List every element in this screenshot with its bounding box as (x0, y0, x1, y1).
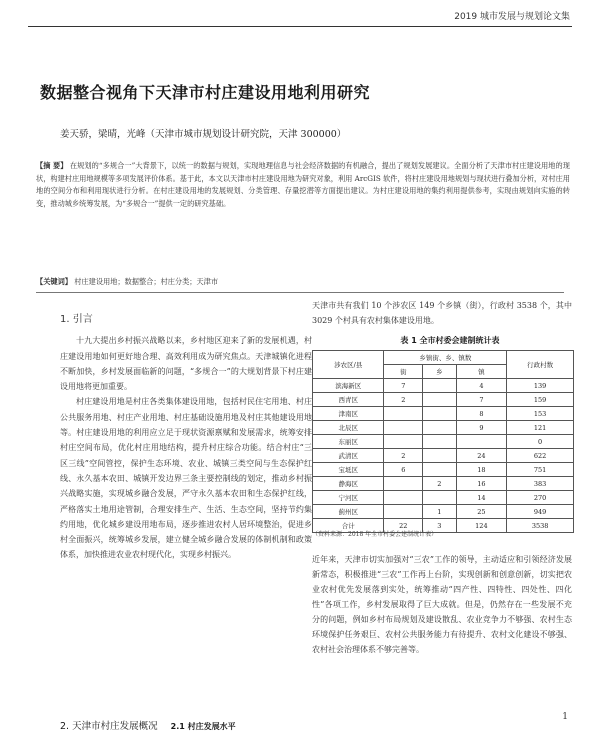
table-header-street: 街 (384, 365, 423, 379)
table-cell-name: 宝坻区 (313, 463, 384, 477)
right-column-intro: 天津市共有我们 10 个涉农区 149 个乡镇（街），行政村 3538 个，其中 3029 个村具有农村集体建设用地。 (312, 301, 572, 325)
table-cell-street: 22 (384, 519, 423, 533)
table-cell-villages: 3538 (507, 519, 574, 533)
authors: 姜天骄，梁晴，光峰（天津市城市规划设计研究院，天津 300000） (60, 129, 347, 140)
abstract (36, 160, 570, 210)
section-2-title: 2. 天津市村庄发展概况 (60, 721, 158, 732)
table-cell-township (423, 463, 456, 477)
table-cell-villages: 121 (507, 421, 574, 435)
table-cell-villages: 159 (507, 393, 574, 407)
table-cell-township (423, 491, 456, 505)
table-row (313, 449, 574, 463)
table-cell-street (384, 505, 423, 519)
table-cell-villages: 383 (507, 477, 574, 491)
keywords-text: 村庄建设用地；数据整合；村庄分类；天津市 (74, 277, 219, 286)
table-cell-villages: 153 (507, 407, 574, 421)
table-cell-township: 3 (423, 519, 456, 533)
section-1-paragraph: 村庄建设用地是村庄各类集体建设用地，包括村民住宅用地、村庄公共服务用地、村庄产业用地、村庄基础设施用地及村庄其他建设用地等。村庄建设用地的利用应立足于现状资源禀赋和发展需求，统筹安排村庄空间布局，优化村庄用地结构，提升村庄综合功能。结合村庄“三区三线”空间管控，保护生态环境、农业、城镇三类空间与生态保护红线、永久基本农田、城镇开发边界三条主要控制线的划定，推动乡村振兴战略实施，实现城乡融合发展，严守永久基本农田和生态保护红线，严格落实土地用途管制，合理安排生产、生活、生态空间，坚持节约集约用地，优化城乡建设用地布局，逐步推进农村人居环境整治，促进乡村全面振兴，统筹城乡发展，建立健全城乡融合发展的体制机制和政策体系，加快推进农业农村现代化，实现乡村振兴。 (60, 397, 312, 560)
table-cell-township: 2 (423, 477, 456, 491)
page-number: 1 (562, 712, 568, 722)
table-cell-name: 合计 (313, 519, 384, 533)
table-cell-township (423, 407, 456, 421)
section-1-heading: 1. 引言 (60, 314, 93, 325)
table-row (313, 421, 574, 435)
table-cell-town: 4 (456, 379, 507, 393)
table-row (313, 435, 574, 449)
table-row (313, 505, 574, 519)
table-cell-villages: 270 (507, 491, 574, 505)
table-cell-villages: 622 (507, 449, 574, 463)
table-cell-street (384, 407, 423, 421)
table-cell-street: 6 (384, 463, 423, 477)
table-cell-villages: 0 (507, 435, 574, 449)
table-cell-street: 2 (384, 393, 423, 407)
left-column (60, 312, 312, 563)
section-2-heading (60, 718, 236, 732)
table-cell-township (423, 393, 456, 407)
table-note: （资料来源：2018 年全市村委会建制统计表） (312, 531, 438, 538)
table-cell-name: 蓟州区 (313, 505, 384, 519)
table-cell-name: 静海区 (313, 477, 384, 491)
table-cell-town: 7 (456, 393, 507, 407)
journal-header: 2019 城市发展与规划论文集 (454, 12, 570, 22)
table-cell-town: 18 (456, 463, 507, 477)
table-cell-name: 宁河区 (313, 491, 384, 505)
table-cell-township (423, 435, 456, 449)
section-2-1-title: 2.1 村庄发展水平 (170, 722, 236, 731)
keywords-rule (36, 292, 564, 293)
table-cell-street: 7 (384, 379, 423, 393)
table-row (313, 463, 574, 477)
village-statistics-table (312, 350, 574, 533)
abstract-label: 【摘 要】 (36, 161, 68, 170)
table-cell-name: 武清区 (313, 449, 384, 463)
table-row (313, 477, 574, 491)
table-cell-name: 滨海新区 (313, 379, 384, 393)
table-header-town: 镇 (456, 365, 507, 379)
table-header-group: 乡镇街、乡、镇数 (384, 351, 507, 365)
header-rule (28, 26, 572, 27)
table-cell-town: 9 (456, 421, 507, 435)
table-cell-name: 西青区 (313, 393, 384, 407)
table-cell-town: 25 (456, 505, 507, 519)
table-cell-villages: 139 (507, 379, 574, 393)
section-1-paragraph: 十九大提出乡村振兴战略以来，乡村地区迎来了新的发展机遇，村庄建设用地如何更好地合理、高效利用成为研究焦点。天津城镇化进程不断加快，乡村发展面临新的问题，“多规合一”的大规划背景下村庄建设用地将更加重要。 (60, 336, 312, 392)
table-caption: 表 1 全市村委会建制统计表 (400, 336, 500, 345)
table-row (313, 379, 574, 393)
table-cell-street (384, 477, 423, 491)
table-cell-street (384, 421, 423, 435)
table-cell-name: 北辰区 (313, 421, 384, 435)
keywords (36, 277, 570, 287)
table-cell-town: 16 (456, 477, 507, 491)
table-cell-town: 124 (456, 519, 507, 533)
table-cell-name: 津南区 (313, 407, 384, 421)
table-cell-street (384, 491, 423, 505)
table-cell-township: 1 (423, 505, 456, 519)
table-cell-street (384, 435, 423, 449)
table-cell-villages: 751 (507, 463, 574, 477)
table-cell-township (423, 379, 456, 393)
table-cell-name: 东丽区 (313, 435, 384, 449)
table-header-township: 乡 (423, 365, 456, 379)
table-cell-township (423, 449, 456, 463)
table-cell-township (423, 421, 456, 435)
table-cell-town: 14 (456, 491, 507, 505)
table-header-villages: 行政村数 (507, 351, 574, 379)
right-column-body: 近年来，天津市切实加强对“三农”工作的领导，主动适应和引领经济发展新常态，积极推进“三农”工作再上台阶，实现创新和创意创新，切实把农业农村优先发展落到实处，统筹推动“四产性、四特性、四处性、四化性”各项工作，乡村发展取得了巨大成就。但是，仍然存在一些发展不充分的问题，例如乡村布局规划及建设散乱、农业竞争力不够强、农村生态环境保护任务艰巨、农村公共服务能力有待提升、农村文化建设不够强、农村社会治理体系不够完善等。 (312, 555, 572, 654)
table-cell-villages: 949 (507, 505, 574, 519)
abstract-text: 在规划的“多规合一”大背景下，以统一的数据与规划，实现地理信息与社会经济数据的有机融合，提出了规划发展建议。全面分析了天津市村庄建设用地的现状，构建村庄用地规模等多项发展评价体系。基于此，本文以天津市村庄建设用地为研究对象，利用 ArcGIS 软件，将村庄建设用地规划与现状进行叠加分析，对村庄用地的空间分布和利用现状进行分析。在村庄建设用地的发展规划、分类管理、存量挖潜等方面提出建议。为村庄建设用地的集约利用提供参考，实现由规划向实施的转变，推动城乡统筹发展，为“多规合一”提供一定的研究基础。 (36, 161, 570, 208)
table-cell-town (456, 435, 507, 449)
table-row (313, 491, 574, 505)
table-header-district: 涉农区/县 (313, 351, 384, 379)
table-cell-town: 24 (456, 449, 507, 463)
table-row (313, 393, 574, 407)
table-row (313, 407, 574, 421)
table-cell-town: 8 (456, 407, 507, 421)
table-cell-street: 2 (384, 449, 423, 463)
paper-title: 数据整合视角下天津市村庄建设用地利用研究 (40, 83, 371, 102)
keywords-label: 【关键词】 (36, 277, 72, 286)
